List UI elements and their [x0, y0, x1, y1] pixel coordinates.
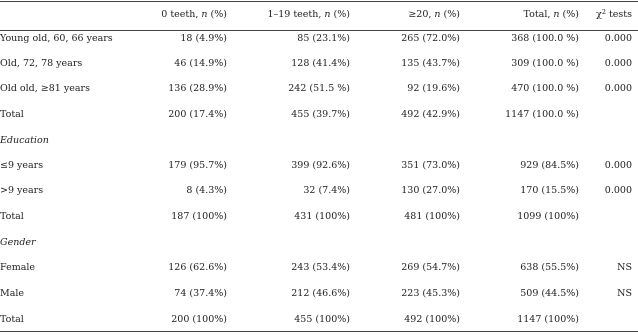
cell-20-plus-teeth: 351 (73.0%)	[401, 160, 460, 171]
cell-total: 170 (15.5%)	[520, 185, 579, 196]
table-row	[0, 261, 638, 275]
cell-chi-square: 0.000	[604, 185, 632, 196]
cell-chi-square: 0.000	[604, 83, 632, 94]
cell-zero-teeth: 200 (100%)	[171, 314, 227, 325]
cell-zero-teeth: 187 (100%)	[171, 211, 227, 222]
table-row	[0, 32, 638, 46]
cell-total: 1099 (100%)	[517, 211, 579, 222]
cell-total: 470 (100.0 %)	[511, 83, 579, 94]
cell-20-plus-teeth: 92 (19.6%)	[407, 83, 460, 94]
cell-zero-teeth: 18 (4.9%)	[180, 33, 227, 44]
cell-1-19-teeth: 399 (92.6%)	[291, 160, 350, 171]
cell-total: 929 (84.5%)	[520, 160, 579, 171]
row-label: ≤9 years	[0, 160, 44, 171]
table-row-total	[0, 210, 638, 224]
cell-20-plus-teeth: 481 (100%)	[404, 211, 460, 222]
section-label: Gender	[0, 237, 36, 248]
cell-total: 368 (100.0 %)	[511, 33, 579, 44]
cell-1-19-teeth: 455 (100%)	[294, 314, 350, 325]
row-label: Total	[0, 211, 24, 222]
cell-1-19-teeth: 32 (7.4%)	[303, 185, 350, 196]
cell-chi-square: 0.000	[604, 58, 632, 69]
table-header-rule	[0, 30, 638, 31]
cell-zero-teeth: 126 (62.6%)	[168, 262, 227, 273]
row-label: >9 years	[0, 185, 44, 196]
cell-20-plus-teeth: 492 (100%)	[404, 314, 460, 325]
table-row	[0, 82, 638, 96]
cell-zero-teeth: 46 (14.9%)	[174, 58, 227, 69]
cell-20-plus-teeth: 265 (72.0%)	[401, 33, 460, 44]
cell-1-19-teeth: 85 (23.1%)	[297, 33, 350, 44]
cell-zero-teeth: 136 (28.9%)	[168, 83, 227, 94]
row-label: Old, 72, 78 years	[0, 58, 83, 69]
header-1-19-teeth: 1–19 teeth, n (%)	[267, 9, 350, 20]
row-label: Total	[0, 314, 24, 325]
header-zero-teeth: 0 teeth, n (%)	[161, 9, 227, 20]
section-heading-gender	[0, 236, 638, 250]
cell-total: 509 (44.5%)	[520, 288, 579, 299]
cell-zero-teeth: 8 (4.3%)	[186, 185, 227, 196]
header-20-plus-teeth: ≥20, n (%)	[408, 9, 460, 20]
cell-total: 1147 (100.0 %)	[505, 109, 579, 120]
table-row-total	[0, 313, 638, 327]
cell-20-plus-teeth: 223 (45.3%)	[401, 288, 460, 299]
cell-chi-square: NS	[617, 288, 632, 299]
row-label: Young old, 60, 66 years	[0, 33, 113, 44]
cell-zero-teeth: 179 (95.7%)	[168, 160, 227, 171]
section-label: Education	[0, 135, 49, 146]
table-row-total	[0, 108, 638, 122]
header-total: Total, n (%)	[523, 9, 579, 20]
table-row	[0, 287, 638, 301]
row-label: Total	[0, 109, 24, 120]
cell-1-19-teeth: 212 (46.6%)	[291, 288, 350, 299]
table-top-rule	[0, 1, 638, 2]
table-row	[0, 184, 638, 198]
cell-chi-square: 0.000	[604, 33, 632, 44]
cell-1-19-teeth: 431 (100%)	[294, 211, 350, 222]
section-heading-education	[0, 134, 638, 148]
cell-zero-teeth: 200 (17.4%)	[168, 109, 227, 120]
row-label: Old old, ≥81 years	[0, 83, 90, 94]
cell-20-plus-teeth: 269 (54.7%)	[401, 262, 460, 273]
cell-20-plus-teeth: 492 (42.9%)	[401, 109, 460, 120]
cell-chi-square: 0.000	[604, 160, 632, 171]
table-row	[0, 159, 638, 173]
table-bottom-rule	[0, 331, 638, 332]
cell-20-plus-teeth: 135 (43.7%)	[401, 58, 460, 69]
cell-zero-teeth: 74 (37.4%)	[174, 288, 227, 299]
cell-total: 309 (100.0 %)	[511, 58, 579, 69]
table-header-row	[0, 8, 638, 22]
row-label: Male	[0, 288, 25, 299]
table-row	[0, 57, 638, 71]
cell-total: 1147 (100%)	[517, 314, 579, 325]
cell-1-19-teeth: 242 (51.5 %)	[288, 83, 350, 94]
header-chi-square: $\chi^2$ tests	[596, 8, 632, 20]
cell-1-19-teeth: 455 (39.7%)	[291, 109, 350, 120]
cell-20-plus-teeth: 130 (27.0%)	[401, 185, 460, 196]
cell-1-19-teeth: 243 (53.4%)	[291, 262, 350, 273]
row-label: Female	[0, 262, 36, 273]
cell-1-19-teeth: 128 (41.4%)	[291, 58, 350, 69]
cell-chi-square: NS	[617, 262, 632, 273]
cell-total: 638 (55.5%)	[520, 262, 579, 273]
